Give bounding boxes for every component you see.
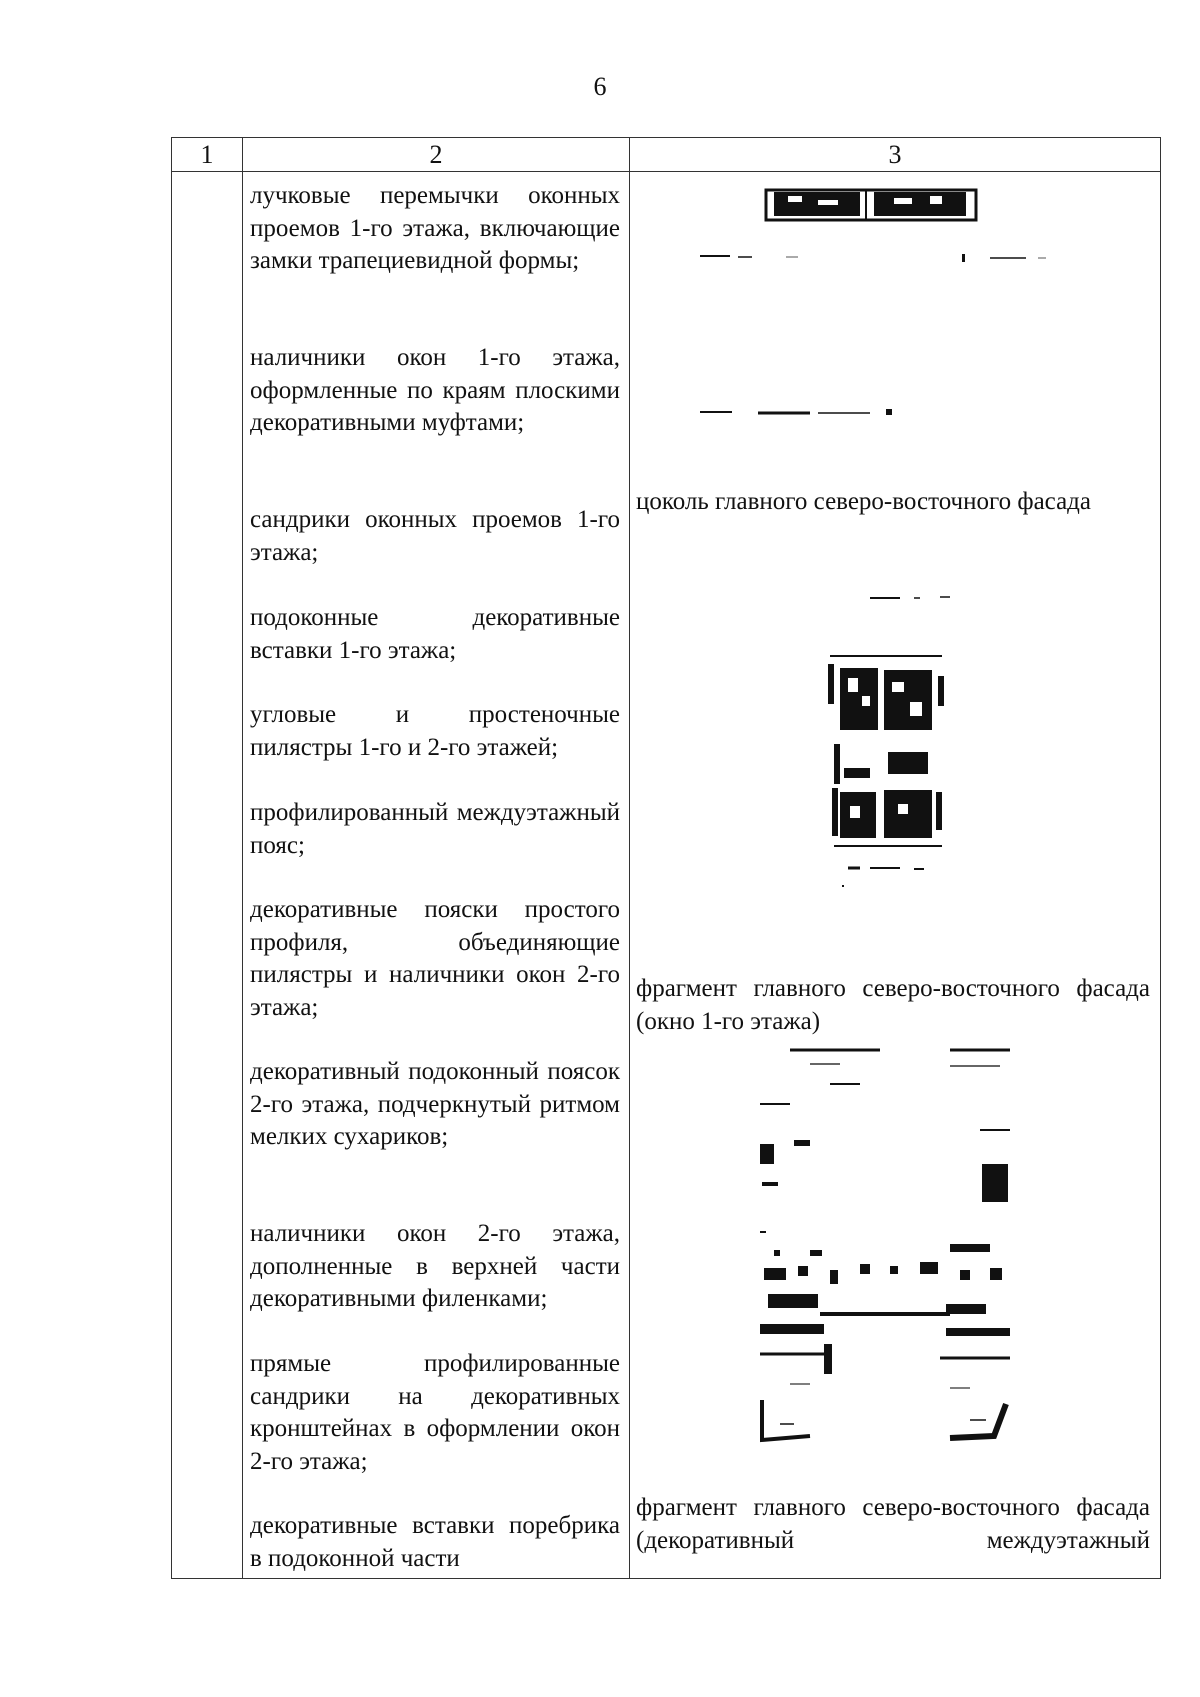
list-item: наличники окон 1-го этажа, оформленные по краям плоскими декоративными муфтами;	[250, 344, 620, 436]
list-item: декоративные пояски простого профиля, объединяющие пилястры и наличники окон 2-го этажа;	[250, 896, 620, 1021]
column-header-1: 1	[172, 138, 243, 172]
list-item: угловые и простеночные пилястры 1-го и 2-го этажей;	[250, 701, 620, 761]
list-item: профилированный междуэтажный пояс;	[250, 799, 620, 859]
table-row	[172, 172, 1161, 1579]
column-header-2: 2	[243, 138, 630, 172]
table-header-row	[172, 138, 1161, 172]
list-item: декоративные вставки поребрика в подоконной части	[250, 1512, 620, 1572]
column-header-3: 3	[630, 138, 1161, 172]
decorative-belt-photo	[750, 1044, 1050, 1464]
list-item: прямые профилированные сандрики на декоративных кронштейнах в оформлении окон 2-го этажа;	[250, 1350, 620, 1475]
list-item: подоконные декоративные вставки 1-го этажа;	[250, 604, 620, 664]
cell-photos	[630, 172, 1161, 1579]
list-item: декоративный подоконный поясок 2-го этажа, подчеркнутый ритмом мелких сухариков;	[250, 1058, 620, 1150]
photo-caption: цоколь главного северо-восточного фасада	[636, 488, 1091, 515]
list-item: сандрики оконных проемов 1-го этажа;	[250, 506, 620, 566]
plinth-photo-line	[690, 404, 1090, 424]
monuments-table	[171, 137, 1161, 1579]
cell-description	[243, 172, 630, 1579]
page-number: 6	[593, 72, 607, 101]
photo-caption: фрагмент главного северо-восточного фасада (декоративный междуэтажный	[636, 1494, 1150, 1554]
list-item: лучковые перемычки оконных проемов 1-го этажа, включающие замки трапециевидной формы;	[250, 182, 620, 274]
cell-number	[172, 172, 243, 1579]
window-1st-floor-photo	[790, 592, 1010, 902]
photo-caption: фрагмент главного северо-восточного фасада (окно 1-го этажа)	[636, 975, 1150, 1035]
list-item: наличники окон 2-го этажа, дополненные в верхней части декоративными филенками;	[250, 1220, 620, 1312]
plinth-photo	[690, 184, 1090, 289]
